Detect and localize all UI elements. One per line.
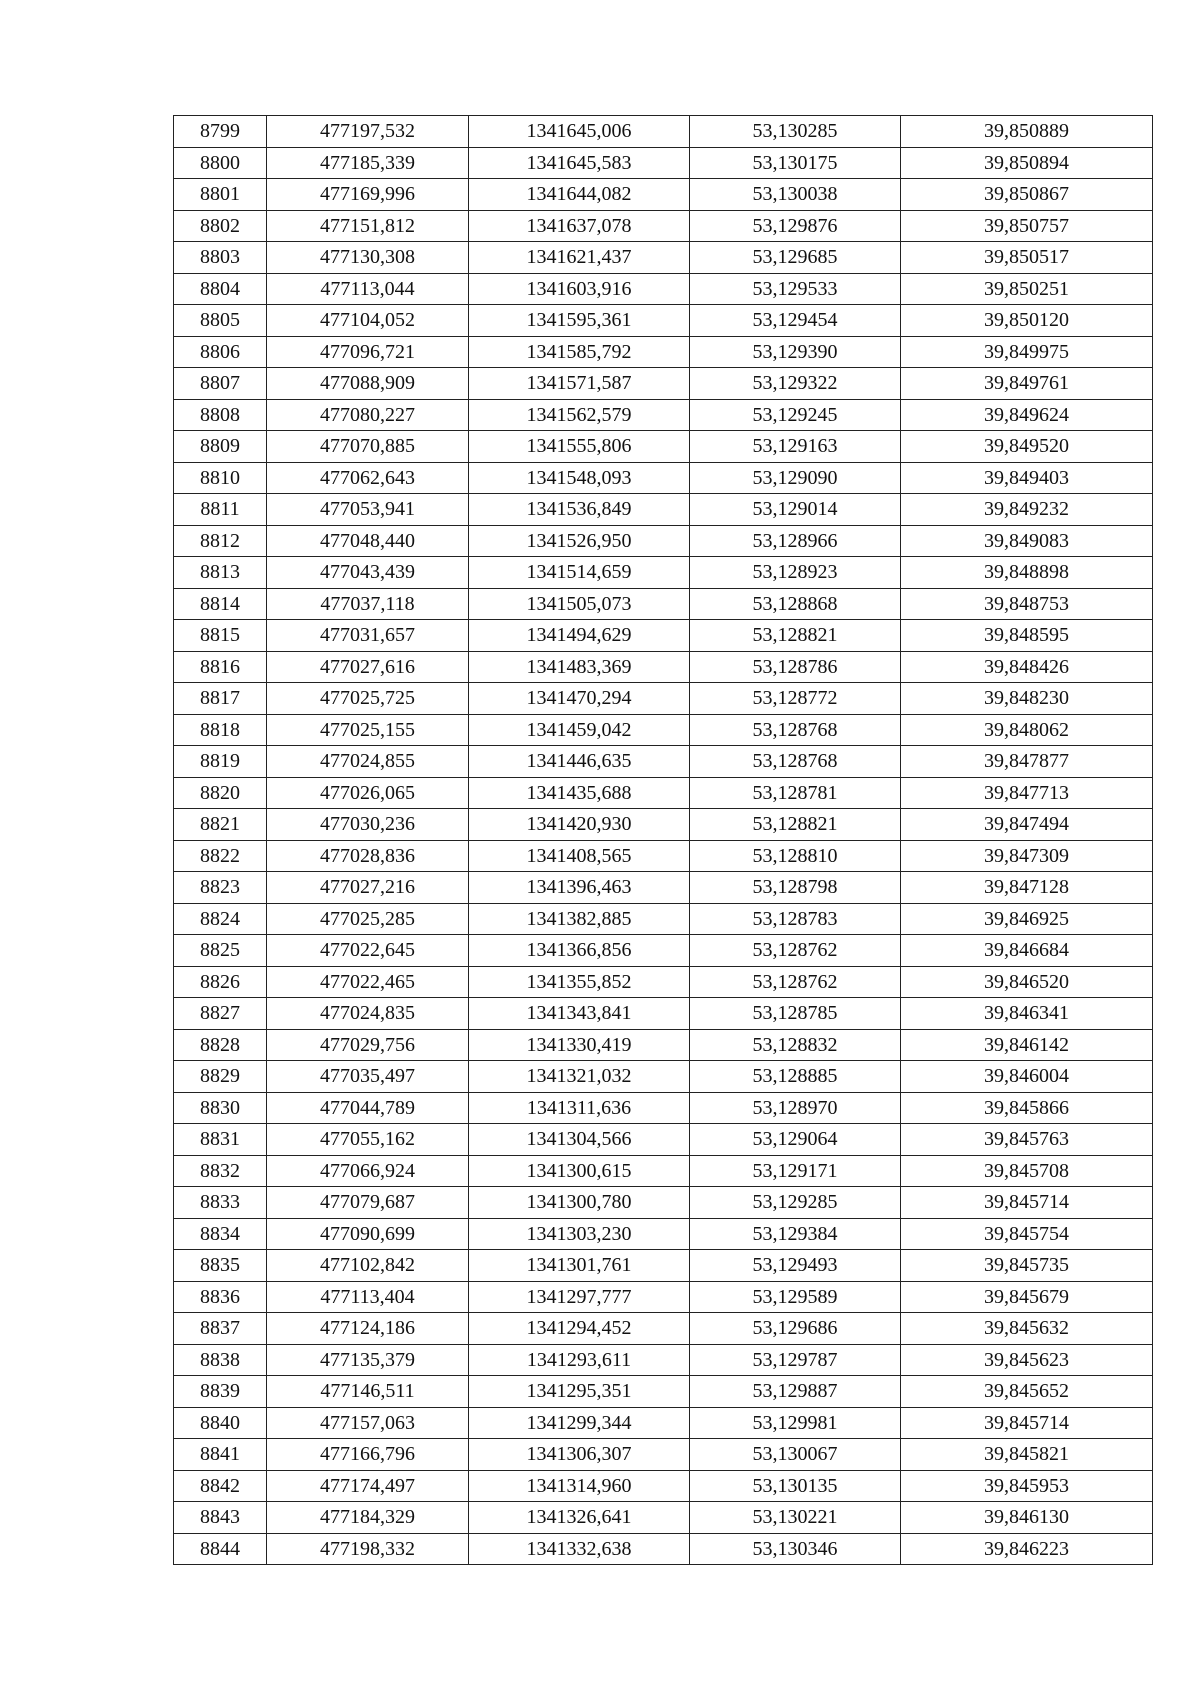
latitude-cell: 53,128966 bbox=[690, 525, 901, 557]
y-coordinate-cell: 1341621,437 bbox=[469, 242, 690, 274]
y-coordinate-cell: 1341366,856 bbox=[469, 935, 690, 967]
x-coordinate-cell: 477043,439 bbox=[267, 557, 469, 589]
y-coordinate-cell: 1341314,960 bbox=[469, 1470, 690, 1502]
point-number-cell: 8799 bbox=[174, 116, 267, 148]
longitude-cell: 39,849761 bbox=[901, 368, 1153, 400]
y-coordinate-cell: 1341303,230 bbox=[469, 1218, 690, 1250]
longitude-cell: 39,846341 bbox=[901, 998, 1153, 1030]
longitude-cell: 39,846130 bbox=[901, 1502, 1153, 1534]
table-row bbox=[174, 431, 1153, 463]
x-coordinate-cell: 477053,941 bbox=[267, 494, 469, 526]
point-number-cell: 8841 bbox=[174, 1439, 267, 1471]
table-row bbox=[174, 179, 1153, 211]
y-coordinate-cell: 1341300,780 bbox=[469, 1187, 690, 1219]
longitude-cell: 39,846004 bbox=[901, 1061, 1153, 1093]
longitude-cell: 39,849232 bbox=[901, 494, 1153, 526]
latitude-cell: 53,130221 bbox=[690, 1502, 901, 1534]
table-row bbox=[174, 368, 1153, 400]
table-row bbox=[174, 903, 1153, 935]
latitude-cell: 53,129981 bbox=[690, 1407, 901, 1439]
point-number-cell: 8800 bbox=[174, 147, 267, 179]
y-coordinate-cell: 1341295,351 bbox=[469, 1376, 690, 1408]
longitude-cell: 39,846684 bbox=[901, 935, 1153, 967]
latitude-cell: 53,129384 bbox=[690, 1218, 901, 1250]
y-coordinate-cell: 1341299,344 bbox=[469, 1407, 690, 1439]
latitude-cell: 53,129285 bbox=[690, 1187, 901, 1219]
latitude-cell: 53,128832 bbox=[690, 1029, 901, 1061]
table-row bbox=[174, 1533, 1153, 1565]
longitude-cell: 39,845679 bbox=[901, 1281, 1153, 1313]
point-number-cell: 8818 bbox=[174, 714, 267, 746]
y-coordinate-cell: 1341382,885 bbox=[469, 903, 690, 935]
longitude-cell: 39,850517 bbox=[901, 242, 1153, 274]
latitude-cell: 53,129493 bbox=[690, 1250, 901, 1282]
table-row bbox=[174, 1124, 1153, 1156]
longitude-cell: 39,845821 bbox=[901, 1439, 1153, 1471]
y-coordinate-cell: 1341603,916 bbox=[469, 273, 690, 305]
x-coordinate-cell: 477035,497 bbox=[267, 1061, 469, 1093]
point-number-cell: 8830 bbox=[174, 1092, 267, 1124]
latitude-cell: 53,130067 bbox=[690, 1439, 901, 1471]
latitude-cell: 53,128762 bbox=[690, 935, 901, 967]
point-number-cell: 8802 bbox=[174, 210, 267, 242]
latitude-cell: 53,129014 bbox=[690, 494, 901, 526]
point-number-cell: 8817 bbox=[174, 683, 267, 715]
longitude-cell: 39,847877 bbox=[901, 746, 1153, 778]
point-number-cell: 8804 bbox=[174, 273, 267, 305]
table-row bbox=[174, 399, 1153, 431]
longitude-cell: 39,847713 bbox=[901, 777, 1153, 809]
x-coordinate-cell: 477066,924 bbox=[267, 1155, 469, 1187]
latitude-cell: 53,128783 bbox=[690, 903, 901, 935]
longitude-cell: 39,848898 bbox=[901, 557, 1153, 589]
y-coordinate-cell: 1341483,369 bbox=[469, 651, 690, 683]
y-coordinate-cell: 1341300,615 bbox=[469, 1155, 690, 1187]
table-row bbox=[174, 651, 1153, 683]
x-coordinate-cell: 477151,812 bbox=[267, 210, 469, 242]
longitude-cell: 39,849083 bbox=[901, 525, 1153, 557]
table-row bbox=[174, 746, 1153, 778]
latitude-cell: 53,128762 bbox=[690, 966, 901, 998]
table-row bbox=[174, 1470, 1153, 1502]
x-coordinate-cell: 477197,532 bbox=[267, 116, 469, 148]
table-row bbox=[174, 557, 1153, 589]
point-number-cell: 8803 bbox=[174, 242, 267, 274]
y-coordinate-cell: 1341321,032 bbox=[469, 1061, 690, 1093]
point-number-cell: 8826 bbox=[174, 966, 267, 998]
y-coordinate-cell: 1341526,950 bbox=[469, 525, 690, 557]
x-coordinate-cell: 477088,909 bbox=[267, 368, 469, 400]
longitude-cell: 39,846142 bbox=[901, 1029, 1153, 1061]
longitude-cell: 39,850251 bbox=[901, 273, 1153, 305]
x-coordinate-cell: 477022,645 bbox=[267, 935, 469, 967]
y-coordinate-cell: 1341645,583 bbox=[469, 147, 690, 179]
latitude-cell: 53,129245 bbox=[690, 399, 901, 431]
point-number-cell: 8823 bbox=[174, 872, 267, 904]
y-coordinate-cell: 1341293,611 bbox=[469, 1344, 690, 1376]
latitude-cell: 53,129685 bbox=[690, 242, 901, 274]
coordinates-table bbox=[173, 115, 1153, 1565]
y-coordinate-cell: 1341536,849 bbox=[469, 494, 690, 526]
latitude-cell: 53,128785 bbox=[690, 998, 901, 1030]
point-number-cell: 8827 bbox=[174, 998, 267, 1030]
longitude-cell: 39,845652 bbox=[901, 1376, 1153, 1408]
point-number-cell: 8835 bbox=[174, 1250, 267, 1282]
point-number-cell: 8810 bbox=[174, 462, 267, 494]
longitude-cell: 39,850120 bbox=[901, 305, 1153, 337]
x-coordinate-cell: 477062,643 bbox=[267, 462, 469, 494]
point-number-cell: 8801 bbox=[174, 179, 267, 211]
table-row bbox=[174, 1061, 1153, 1093]
y-coordinate-cell: 1341408,565 bbox=[469, 840, 690, 872]
longitude-cell: 39,850757 bbox=[901, 210, 1153, 242]
table-row bbox=[174, 588, 1153, 620]
point-number-cell: 8834 bbox=[174, 1218, 267, 1250]
y-coordinate-cell: 1341330,419 bbox=[469, 1029, 690, 1061]
table-row bbox=[174, 714, 1153, 746]
x-coordinate-cell: 477198,332 bbox=[267, 1533, 469, 1565]
x-coordinate-cell: 477048,440 bbox=[267, 525, 469, 557]
point-number-cell: 8838 bbox=[174, 1344, 267, 1376]
latitude-cell: 53,128768 bbox=[690, 746, 901, 778]
table-row bbox=[174, 872, 1153, 904]
longitude-cell: 39,847494 bbox=[901, 809, 1153, 841]
x-coordinate-cell: 477022,465 bbox=[267, 966, 469, 998]
y-coordinate-cell: 1341311,636 bbox=[469, 1092, 690, 1124]
latitude-cell: 53,128810 bbox=[690, 840, 901, 872]
latitude-cell: 53,128868 bbox=[690, 588, 901, 620]
x-coordinate-cell: 477025,725 bbox=[267, 683, 469, 715]
latitude-cell: 53,128970 bbox=[690, 1092, 901, 1124]
longitude-cell: 39,849624 bbox=[901, 399, 1153, 431]
longitude-cell: 39,850894 bbox=[901, 147, 1153, 179]
latitude-cell: 53,130175 bbox=[690, 147, 901, 179]
longitude-cell: 39,850889 bbox=[901, 116, 1153, 148]
point-number-cell: 8819 bbox=[174, 746, 267, 778]
longitude-cell: 39,846223 bbox=[901, 1533, 1153, 1565]
longitude-cell: 39,845953 bbox=[901, 1470, 1153, 1502]
table-row bbox=[174, 525, 1153, 557]
y-coordinate-cell: 1341470,294 bbox=[469, 683, 690, 715]
y-coordinate-cell: 1341585,792 bbox=[469, 336, 690, 368]
table-row bbox=[174, 1218, 1153, 1250]
x-coordinate-cell: 477184,329 bbox=[267, 1502, 469, 1534]
y-coordinate-cell: 1341343,841 bbox=[469, 998, 690, 1030]
latitude-cell: 53,130346 bbox=[690, 1533, 901, 1565]
table-row bbox=[174, 1439, 1153, 1471]
table-row bbox=[174, 1092, 1153, 1124]
x-coordinate-cell: 477055,162 bbox=[267, 1124, 469, 1156]
x-coordinate-cell: 477146,511 bbox=[267, 1376, 469, 1408]
table-row bbox=[174, 273, 1153, 305]
longitude-cell: 39,845623 bbox=[901, 1344, 1153, 1376]
y-coordinate-cell: 1341306,307 bbox=[469, 1439, 690, 1471]
point-number-cell: 8839 bbox=[174, 1376, 267, 1408]
x-coordinate-cell: 477124,186 bbox=[267, 1313, 469, 1345]
longitude-cell: 39,845763 bbox=[901, 1124, 1153, 1156]
x-coordinate-cell: 477135,379 bbox=[267, 1344, 469, 1376]
y-coordinate-cell: 1341644,082 bbox=[469, 179, 690, 211]
point-number-cell: 8808 bbox=[174, 399, 267, 431]
latitude-cell: 53,129686 bbox=[690, 1313, 901, 1345]
longitude-cell: 39,848230 bbox=[901, 683, 1153, 715]
table-row bbox=[174, 1344, 1153, 1376]
longitude-cell: 39,845714 bbox=[901, 1407, 1153, 1439]
x-coordinate-cell: 477104,052 bbox=[267, 305, 469, 337]
longitude-cell: 39,845714 bbox=[901, 1187, 1153, 1219]
latitude-cell: 53,130038 bbox=[690, 179, 901, 211]
point-number-cell: 8829 bbox=[174, 1061, 267, 1093]
table-row bbox=[174, 116, 1153, 148]
point-number-cell: 8815 bbox=[174, 620, 267, 652]
latitude-cell: 53,129390 bbox=[690, 336, 901, 368]
point-number-cell: 8842 bbox=[174, 1470, 267, 1502]
x-coordinate-cell: 477025,155 bbox=[267, 714, 469, 746]
longitude-cell: 39,845866 bbox=[901, 1092, 1153, 1124]
table-row bbox=[174, 809, 1153, 841]
point-number-cell: 8807 bbox=[174, 368, 267, 400]
point-number-cell: 8828 bbox=[174, 1029, 267, 1061]
x-coordinate-cell: 477166,796 bbox=[267, 1439, 469, 1471]
table-row bbox=[174, 147, 1153, 179]
x-coordinate-cell: 477113,404 bbox=[267, 1281, 469, 1313]
latitude-cell: 53,130285 bbox=[690, 116, 901, 148]
longitude-cell: 39,849975 bbox=[901, 336, 1153, 368]
table-row bbox=[174, 1250, 1153, 1282]
latitude-cell: 53,128781 bbox=[690, 777, 901, 809]
y-coordinate-cell: 1341459,042 bbox=[469, 714, 690, 746]
y-coordinate-cell: 1341435,688 bbox=[469, 777, 690, 809]
table-row bbox=[174, 683, 1153, 715]
longitude-cell: 39,847128 bbox=[901, 872, 1153, 904]
y-coordinate-cell: 1341494,629 bbox=[469, 620, 690, 652]
latitude-cell: 53,129533 bbox=[690, 273, 901, 305]
longitude-cell: 39,848062 bbox=[901, 714, 1153, 746]
x-coordinate-cell: 477031,657 bbox=[267, 620, 469, 652]
table-row bbox=[174, 1313, 1153, 1345]
point-number-cell: 8836 bbox=[174, 1281, 267, 1313]
table-row bbox=[174, 1281, 1153, 1313]
table-row bbox=[174, 1407, 1153, 1439]
table-row bbox=[174, 620, 1153, 652]
table-row bbox=[174, 336, 1153, 368]
table-row bbox=[174, 935, 1153, 967]
x-coordinate-cell: 477027,616 bbox=[267, 651, 469, 683]
longitude-cell: 39,845708 bbox=[901, 1155, 1153, 1187]
longitude-cell: 39,845735 bbox=[901, 1250, 1153, 1282]
point-number-cell: 8806 bbox=[174, 336, 267, 368]
x-coordinate-cell: 477027,216 bbox=[267, 872, 469, 904]
x-coordinate-cell: 477079,687 bbox=[267, 1187, 469, 1219]
table-row bbox=[174, 840, 1153, 872]
latitude-cell: 53,129454 bbox=[690, 305, 901, 337]
latitude-cell: 53,129787 bbox=[690, 1344, 901, 1376]
latitude-cell: 53,129090 bbox=[690, 462, 901, 494]
table-row bbox=[174, 998, 1153, 1030]
point-number-cell: 8825 bbox=[174, 935, 267, 967]
table-row bbox=[174, 1155, 1153, 1187]
x-coordinate-cell: 477090,699 bbox=[267, 1218, 469, 1250]
x-coordinate-cell: 477024,835 bbox=[267, 998, 469, 1030]
y-coordinate-cell: 1341562,579 bbox=[469, 399, 690, 431]
x-coordinate-cell: 477044,789 bbox=[267, 1092, 469, 1124]
x-coordinate-cell: 477025,285 bbox=[267, 903, 469, 935]
y-coordinate-cell: 1341505,073 bbox=[469, 588, 690, 620]
y-coordinate-cell: 1341446,635 bbox=[469, 746, 690, 778]
x-coordinate-cell: 477113,044 bbox=[267, 273, 469, 305]
latitude-cell: 53,128772 bbox=[690, 683, 901, 715]
y-coordinate-cell: 1341548,093 bbox=[469, 462, 690, 494]
point-number-cell: 8833 bbox=[174, 1187, 267, 1219]
table-row bbox=[174, 777, 1153, 809]
point-number-cell: 8805 bbox=[174, 305, 267, 337]
latitude-cell: 53,130135 bbox=[690, 1470, 901, 1502]
table-row bbox=[174, 1029, 1153, 1061]
latitude-cell: 53,129163 bbox=[690, 431, 901, 463]
table-row bbox=[174, 966, 1153, 998]
x-coordinate-cell: 477024,855 bbox=[267, 746, 469, 778]
longitude-cell: 39,845632 bbox=[901, 1313, 1153, 1345]
x-coordinate-cell: 477030,236 bbox=[267, 809, 469, 841]
table-row bbox=[174, 1376, 1153, 1408]
latitude-cell: 53,128798 bbox=[690, 872, 901, 904]
point-number-cell: 8824 bbox=[174, 903, 267, 935]
y-coordinate-cell: 1341355,852 bbox=[469, 966, 690, 998]
table-row bbox=[174, 1187, 1153, 1219]
longitude-cell: 39,849403 bbox=[901, 462, 1153, 494]
latitude-cell: 53,128821 bbox=[690, 620, 901, 652]
table-row bbox=[174, 462, 1153, 494]
point-number-cell: 8820 bbox=[174, 777, 267, 809]
y-coordinate-cell: 1341637,078 bbox=[469, 210, 690, 242]
x-coordinate-cell: 477029,756 bbox=[267, 1029, 469, 1061]
latitude-cell: 53,128885 bbox=[690, 1061, 901, 1093]
point-number-cell: 8816 bbox=[174, 651, 267, 683]
latitude-cell: 53,128923 bbox=[690, 557, 901, 589]
point-number-cell: 8814 bbox=[174, 588, 267, 620]
y-coordinate-cell: 1341301,761 bbox=[469, 1250, 690, 1282]
longitude-cell: 39,846925 bbox=[901, 903, 1153, 935]
point-number-cell: 8843 bbox=[174, 1502, 267, 1534]
point-number-cell: 8811 bbox=[174, 494, 267, 526]
x-coordinate-cell: 477102,842 bbox=[267, 1250, 469, 1282]
y-coordinate-cell: 1341514,659 bbox=[469, 557, 690, 589]
latitude-cell: 53,129322 bbox=[690, 368, 901, 400]
point-number-cell: 8821 bbox=[174, 809, 267, 841]
coordinates-table-body bbox=[174, 116, 1153, 1565]
longitude-cell: 39,848753 bbox=[901, 588, 1153, 620]
table-row bbox=[174, 242, 1153, 274]
x-coordinate-cell: 477070,885 bbox=[267, 431, 469, 463]
longitude-cell: 39,848426 bbox=[901, 651, 1153, 683]
point-number-cell: 8812 bbox=[174, 525, 267, 557]
x-coordinate-cell: 477130,308 bbox=[267, 242, 469, 274]
point-number-cell: 8822 bbox=[174, 840, 267, 872]
x-coordinate-cell: 477037,118 bbox=[267, 588, 469, 620]
table-row bbox=[174, 494, 1153, 526]
latitude-cell: 53,128821 bbox=[690, 809, 901, 841]
x-coordinate-cell: 477096,721 bbox=[267, 336, 469, 368]
longitude-cell: 39,846520 bbox=[901, 966, 1153, 998]
latitude-cell: 53,128768 bbox=[690, 714, 901, 746]
x-coordinate-cell: 477185,339 bbox=[267, 147, 469, 179]
longitude-cell: 39,848595 bbox=[901, 620, 1153, 652]
y-coordinate-cell: 1341297,777 bbox=[469, 1281, 690, 1313]
latitude-cell: 53,128786 bbox=[690, 651, 901, 683]
y-coordinate-cell: 1341332,638 bbox=[469, 1533, 690, 1565]
point-number-cell: 8840 bbox=[174, 1407, 267, 1439]
point-number-cell: 8831 bbox=[174, 1124, 267, 1156]
y-coordinate-cell: 1341294,452 bbox=[469, 1313, 690, 1345]
y-coordinate-cell: 1341595,361 bbox=[469, 305, 690, 337]
y-coordinate-cell: 1341645,006 bbox=[469, 116, 690, 148]
point-number-cell: 8809 bbox=[174, 431, 267, 463]
latitude-cell: 53,129887 bbox=[690, 1376, 901, 1408]
x-coordinate-cell: 477157,063 bbox=[267, 1407, 469, 1439]
y-coordinate-cell: 1341326,641 bbox=[469, 1502, 690, 1534]
latitude-cell: 53,129064 bbox=[690, 1124, 901, 1156]
point-number-cell: 8844 bbox=[174, 1533, 267, 1565]
x-coordinate-cell: 477174,497 bbox=[267, 1470, 469, 1502]
x-coordinate-cell: 477080,227 bbox=[267, 399, 469, 431]
y-coordinate-cell: 1341420,930 bbox=[469, 809, 690, 841]
x-coordinate-cell: 477169,996 bbox=[267, 179, 469, 211]
longitude-cell: 39,845754 bbox=[901, 1218, 1153, 1250]
latitude-cell: 53,129589 bbox=[690, 1281, 901, 1313]
y-coordinate-cell: 1341396,463 bbox=[469, 872, 690, 904]
latitude-cell: 53,129876 bbox=[690, 210, 901, 242]
table-row bbox=[174, 210, 1153, 242]
x-coordinate-cell: 477028,836 bbox=[267, 840, 469, 872]
longitude-cell: 39,850867 bbox=[901, 179, 1153, 211]
table-row bbox=[174, 1502, 1153, 1534]
point-number-cell: 8813 bbox=[174, 557, 267, 589]
latitude-cell: 53,129171 bbox=[690, 1155, 901, 1187]
longitude-cell: 39,847309 bbox=[901, 840, 1153, 872]
y-coordinate-cell: 1341304,566 bbox=[469, 1124, 690, 1156]
point-number-cell: 8837 bbox=[174, 1313, 267, 1345]
table-row bbox=[174, 305, 1153, 337]
y-coordinate-cell: 1341555,806 bbox=[469, 431, 690, 463]
longitude-cell: 39,849520 bbox=[901, 431, 1153, 463]
point-number-cell: 8832 bbox=[174, 1155, 267, 1187]
x-coordinate-cell: 477026,065 bbox=[267, 777, 469, 809]
y-coordinate-cell: 1341571,587 bbox=[469, 368, 690, 400]
